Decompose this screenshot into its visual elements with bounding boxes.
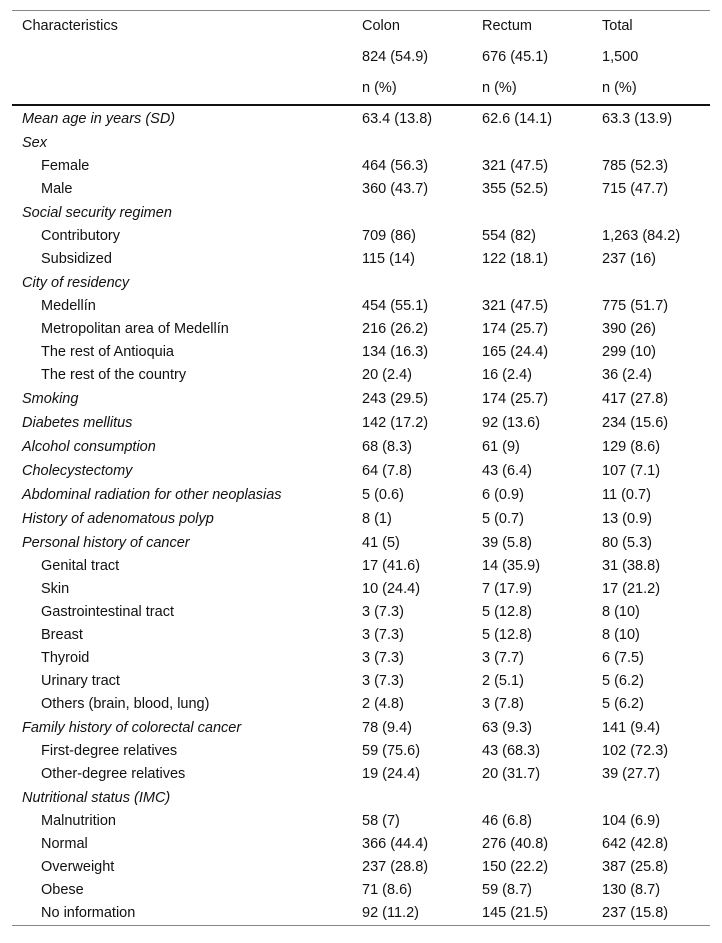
row-label: Male xyxy=(41,181,73,197)
cell-total: 237 (15.8) xyxy=(592,902,710,926)
table-row xyxy=(12,856,710,879)
header-unit-rectum: n (%) xyxy=(472,73,592,105)
cell-rectum: 165 (24.4) xyxy=(482,344,549,360)
row-label: Family history of colorectal cancer xyxy=(22,719,242,736)
cell-total: 387 (25.8) xyxy=(602,859,669,875)
cell-rectum xyxy=(472,271,592,295)
cell-total: 1,263 (84.2) xyxy=(602,228,681,244)
cell-rectum: 145 (21.5) xyxy=(472,902,592,926)
cell-total: 107 (7.1) xyxy=(602,462,661,479)
cell-total: 130 (8.7) xyxy=(602,882,661,898)
row-label: Abdominal radiation for other neoplasias xyxy=(22,486,282,503)
table-row xyxy=(12,271,710,295)
header-empty xyxy=(12,42,352,73)
row-label: Others (brain, blood, lung) xyxy=(41,696,210,712)
table-row xyxy=(12,155,710,178)
cell-total: 17 (21.2) xyxy=(602,581,661,597)
row-label: Alcohol consumption xyxy=(22,438,156,455)
row-label: Normal xyxy=(41,836,88,852)
cell-total: 8 (10) xyxy=(602,627,640,643)
characteristics-table-container xyxy=(12,10,710,926)
cell-colon: 3 (7.3) xyxy=(362,673,404,689)
cell-colon xyxy=(352,271,472,295)
cell-colon: 10 (24.4) xyxy=(362,581,421,597)
cell-colon xyxy=(352,131,472,155)
header-empty xyxy=(12,73,352,105)
cell-total: 6 (7.5) xyxy=(602,650,644,666)
cell-rectum: 2 (5.1) xyxy=(482,673,524,689)
row-label: Obese xyxy=(41,882,84,898)
header-unit-colon: n (%) xyxy=(352,73,472,105)
cell-total: 237 (16) xyxy=(602,251,657,267)
cell-colon: 59 (75.6) xyxy=(362,743,421,759)
cell-rectum: 174 (25.7) xyxy=(482,321,549,337)
cell-colon: 41 (5) xyxy=(362,534,400,551)
cell-rectum: 14 (35.9) xyxy=(482,558,541,574)
header-row-groups xyxy=(12,11,710,43)
cell-total: 102 (72.3) xyxy=(602,743,669,759)
cell-colon: 216 (26.2) xyxy=(362,321,429,337)
cell-total: 234 (15.6) xyxy=(602,414,669,431)
row-label: Contributory xyxy=(41,228,120,244)
cell-colon: 2 (4.8) xyxy=(362,696,404,712)
cell-colon: 64 (7.8) xyxy=(362,462,412,479)
cell-total: 13 (0.9) xyxy=(602,510,652,527)
cell-total: 390 (26) xyxy=(602,321,657,337)
table-row xyxy=(12,341,710,364)
cell-rectum: 150 (22.2) xyxy=(482,859,549,875)
table-row xyxy=(12,810,710,833)
cell-colon: 134 (16.3) xyxy=(362,344,429,360)
table-row xyxy=(12,225,710,248)
cell-rectum: 5 (12.8) xyxy=(482,604,532,620)
table-row xyxy=(12,578,710,601)
cell-colon: 237 (28.8) xyxy=(362,859,429,875)
table-row xyxy=(12,459,710,483)
row-label: Mean age in years (SD) xyxy=(22,110,176,127)
cell-rectum: 62.6 (14.1) xyxy=(482,110,553,127)
cell-rectum: 276 (40.8) xyxy=(482,836,549,852)
cell-colon: 8 (1) xyxy=(362,510,392,527)
cell-rectum: 5 (12.8) xyxy=(482,627,532,643)
cell-colon: 20 (2.4) xyxy=(362,367,412,383)
cell-colon: 464 (56.3) xyxy=(362,158,429,174)
table-row xyxy=(12,601,710,624)
cell-total: 775 (51.7) xyxy=(602,298,669,314)
cell-colon: 78 (9.4) xyxy=(362,719,412,736)
cell-rectum: 61 (9) xyxy=(482,438,520,455)
cell-rectum: 92 (13.6) xyxy=(482,414,541,431)
table-row xyxy=(12,131,710,155)
table-header xyxy=(12,11,710,106)
cell-colon: 709 (86) xyxy=(362,228,417,244)
header-count-total: 1,500 xyxy=(602,49,639,65)
row-label: Urinary tract xyxy=(41,673,120,689)
cell-colon: 17 (41.6) xyxy=(362,558,421,574)
cell-rectum: 43 (6.4) xyxy=(482,462,532,479)
cell-total xyxy=(592,201,710,225)
cell-total: 36 (2.4) xyxy=(602,367,652,383)
cell-colon: 3 (7.3) xyxy=(362,604,404,620)
table-row xyxy=(12,364,710,387)
cell-total xyxy=(592,786,710,810)
cell-rectum: 6 (0.9) xyxy=(482,486,524,503)
row-label: Subsidized xyxy=(41,251,112,267)
cell-rectum: 122 (18.1) xyxy=(482,251,549,267)
characteristics-table xyxy=(12,10,710,926)
row-label: Sex xyxy=(22,134,47,151)
cell-total: 642 (42.8) xyxy=(602,836,669,852)
row-label: Skin xyxy=(41,581,70,597)
cell-rectum: 5 (0.7) xyxy=(482,510,524,527)
cell-total: 299 (10) xyxy=(602,344,657,360)
row-label: The rest of the country xyxy=(41,367,187,383)
cell-rectum: 7 (17.9) xyxy=(482,581,532,597)
row-label: Gastrointestinal tract xyxy=(41,604,174,620)
row-label: Breast xyxy=(41,627,83,643)
row-label: History of adenomatous polyp xyxy=(22,510,214,527)
cell-total: 417 (27.8) xyxy=(602,390,669,407)
table-row xyxy=(12,105,710,131)
cell-total: 5 (6.2) xyxy=(602,696,644,712)
table-row xyxy=(12,647,710,670)
cell-total xyxy=(592,271,710,295)
cell-colon: 454 (55.1) xyxy=(362,298,429,314)
table-row xyxy=(12,507,710,531)
cell-total: 129 (8.6) xyxy=(602,438,661,455)
header-row-units xyxy=(12,73,710,105)
table-row xyxy=(12,902,710,926)
row-label: Malnutrition xyxy=(41,813,116,829)
row-label: No information xyxy=(12,902,352,926)
header-count-colon: 824 (54.9) xyxy=(362,49,429,65)
header-characteristics: Characteristics xyxy=(12,11,352,43)
table-row xyxy=(12,670,710,693)
table-row xyxy=(12,483,710,507)
header-unit-total: n (%) xyxy=(592,73,710,105)
table-row xyxy=(12,295,710,318)
cell-colon: 115 (14) xyxy=(362,251,415,267)
cell-rectum: 554 (82) xyxy=(482,228,537,244)
cell-rectum: 39 (5.8) xyxy=(482,534,532,551)
cell-total: 63.3 (13.9) xyxy=(602,110,673,127)
row-label: Thyroid xyxy=(41,650,90,666)
cell-rectum: 46 (6.8) xyxy=(482,813,532,829)
header-colon: Colon xyxy=(352,11,472,43)
row-label: Cholecystectomy xyxy=(22,462,133,479)
cell-colon: 3 (7.3) xyxy=(362,650,404,666)
table-row xyxy=(12,555,710,578)
row-label: Social security regimen xyxy=(22,204,172,221)
cell-rectum: 43 (68.3) xyxy=(482,743,541,759)
cell-total: 5 (6.2) xyxy=(602,673,644,689)
cell-rectum: 174 (25.7) xyxy=(482,390,549,407)
table-row xyxy=(12,178,710,201)
table-row xyxy=(12,624,710,647)
cell-total: 141 (9.4) xyxy=(602,719,661,736)
cell-rectum: 59 (8.7) xyxy=(482,882,532,898)
cell-colon: 142 (17.2) xyxy=(362,414,429,431)
cell-rectum: 63 (9.3) xyxy=(482,719,532,736)
cell-colon: 243 (29.5) xyxy=(362,390,429,407)
cell-colon: 68 (8.3) xyxy=(362,438,412,455)
table-row xyxy=(12,693,710,716)
cell-colon: 19 (24.4) xyxy=(362,766,421,782)
cell-colon: 63.4 (13.8) xyxy=(362,110,433,127)
cell-rectum: 3 (7.7) xyxy=(482,650,524,666)
cell-rectum xyxy=(472,201,592,225)
cell-total: 39 (27.7) xyxy=(602,766,661,782)
row-label: City of residency xyxy=(22,274,130,291)
cell-total: 11 (0.7) xyxy=(602,486,651,503)
header-row-counts xyxy=(12,42,710,73)
table-row xyxy=(12,833,710,856)
header-count-rectum: 676 (45.1) xyxy=(482,49,549,65)
cell-colon: 92 (11.2) xyxy=(352,902,472,926)
cell-colon: 5 (0.6) xyxy=(362,486,404,503)
table-row xyxy=(12,740,710,763)
table-row xyxy=(12,786,710,810)
cell-colon: 3 (7.3) xyxy=(362,627,404,643)
table-row xyxy=(12,201,710,225)
cell-rectum: 3 (7.8) xyxy=(482,696,524,712)
cell-colon xyxy=(352,201,472,225)
cell-total: 715 (47.7) xyxy=(602,181,669,197)
cell-rectum xyxy=(472,131,592,155)
cell-rectum: 321 (47.5) xyxy=(482,298,549,314)
cell-colon: 366 (44.4) xyxy=(362,836,429,852)
table-row xyxy=(12,879,710,902)
table-row xyxy=(12,318,710,341)
cell-total: 104 (6.9) xyxy=(602,813,661,829)
row-label: Medellín xyxy=(41,298,96,314)
row-label: Nutritional status (IMC) xyxy=(22,789,171,806)
cell-colon: 58 (7) xyxy=(362,813,400,829)
row-label: The rest of Antioquia xyxy=(41,344,174,360)
row-label: Other-degree relatives xyxy=(41,766,186,782)
cell-colon: 360 (43.7) xyxy=(362,181,429,197)
header-total: Total xyxy=(592,11,710,43)
cell-rectum: 16 (2.4) xyxy=(482,367,532,383)
table-row xyxy=(12,763,710,786)
row-label: Diabetes mellitus xyxy=(22,414,133,431)
cell-colon xyxy=(352,786,472,810)
cell-colon: 71 (8.6) xyxy=(362,882,412,898)
row-label: Overweight xyxy=(41,859,115,875)
cell-total xyxy=(592,131,710,155)
row-label: First-degree relatives xyxy=(41,743,178,759)
row-label: Female xyxy=(41,158,90,174)
table-row xyxy=(12,248,710,271)
cell-rectum: 321 (47.5) xyxy=(482,158,549,174)
header-rectum: Rectum xyxy=(472,11,592,43)
cell-rectum: 355 (52.5) xyxy=(482,181,549,197)
cell-total: 31 (38.8) xyxy=(602,558,661,574)
table-body xyxy=(12,105,710,926)
cell-rectum xyxy=(472,786,592,810)
cell-rectum: 20 (31.7) xyxy=(482,766,541,782)
row-label: Smoking xyxy=(22,390,79,407)
table-row xyxy=(12,531,710,555)
table-row xyxy=(12,411,710,435)
table-row xyxy=(12,716,710,740)
cell-total: 80 (5.3) xyxy=(602,534,652,551)
row-label: Metropolitan area of Medellín xyxy=(41,321,229,337)
row-label: Genital tract xyxy=(41,558,120,574)
table-row xyxy=(12,435,710,459)
table-row xyxy=(12,387,710,411)
row-label: Personal history of cancer xyxy=(22,534,190,551)
cell-total: 785 (52.3) xyxy=(602,158,669,174)
cell-total: 8 (10) xyxy=(602,604,640,620)
